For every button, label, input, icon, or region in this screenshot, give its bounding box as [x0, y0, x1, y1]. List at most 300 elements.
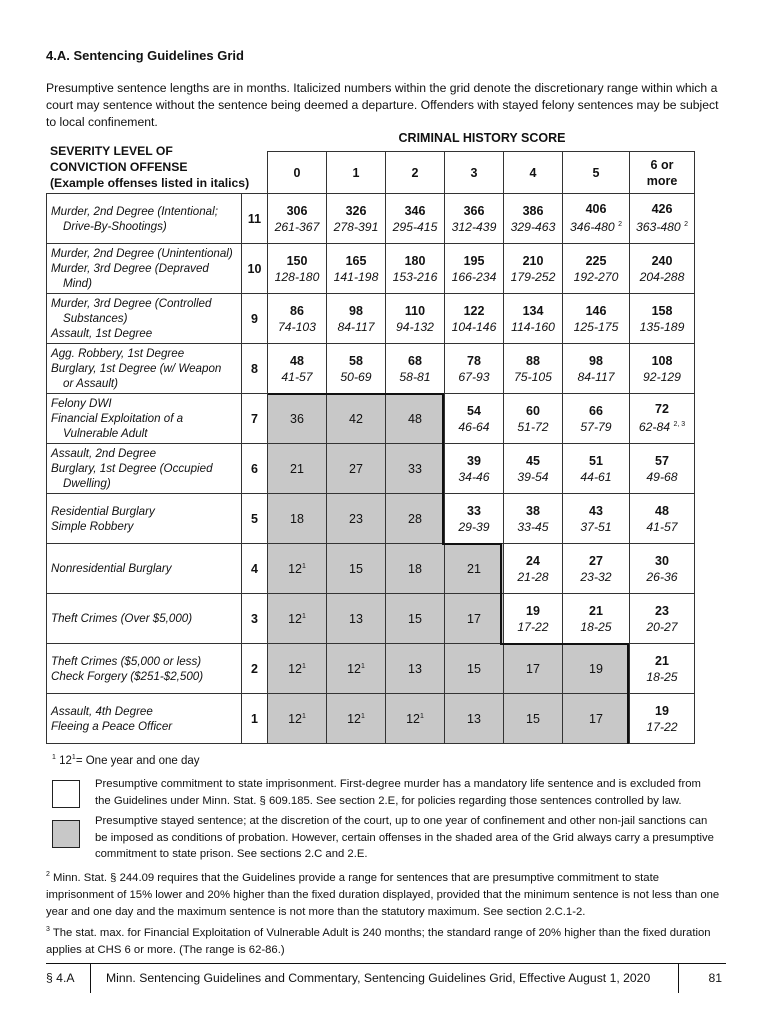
- range-value: 104-146: [451, 319, 497, 334]
- cell-duration: [630, 653, 694, 669]
- cell-range: [386, 319, 444, 335]
- duration-value: 72: [655, 402, 669, 417]
- range-footnote: 2, 3: [673, 421, 686, 429]
- chs-column-header-text: 6 or more: [646, 157, 678, 188]
- range-value: 363-480: [635, 220, 681, 235]
- duration-value: 240: [651, 253, 673, 268]
- grid-cell: [504, 544, 563, 594]
- cell-duration: [327, 461, 385, 477]
- grid-row: [47, 194, 695, 244]
- grid-cell: [386, 544, 445, 594]
- cell-duration: [445, 303, 503, 319]
- duration-value: 326: [345, 203, 367, 218]
- grid-cell: [630, 594, 695, 644]
- cell-range: [563, 269, 629, 285]
- offense-line: Mind): [63, 277, 92, 290]
- grid-cell: [563, 294, 630, 344]
- range-value: 20-27: [646, 619, 678, 634]
- grid-cell: [268, 244, 327, 294]
- cell-range: [445, 519, 503, 535]
- offense-examples: [47, 544, 242, 594]
- range-footnote: 2: [684, 221, 689, 229]
- duration-value: 48: [290, 353, 304, 368]
- cell-duration: [386, 203, 444, 219]
- grid-cell: [268, 194, 327, 244]
- cell-range: [445, 469, 503, 485]
- offense-line: Substances): [63, 312, 128, 325]
- duration-value: 108: [651, 353, 673, 368]
- severity-level: 10: [242, 244, 268, 294]
- grid-cell: [327, 194, 386, 244]
- grid-cell: [386, 594, 445, 644]
- grid-cell: [563, 394, 630, 444]
- range-value: 67-93: [458, 369, 490, 384]
- duration-value: 12: [347, 662, 361, 677]
- offense-line: Check Forgery ($251-$2,500): [51, 669, 204, 683]
- footnote-one: [52, 754, 200, 767]
- grid-cell: [386, 294, 445, 344]
- grid-cell: [268, 444, 327, 494]
- cell-range: [630, 417, 694, 435]
- duration-value: 406: [585, 202, 607, 217]
- grid-cell: [268, 494, 327, 544]
- duration-value: 17: [467, 611, 481, 626]
- cell-range: [504, 619, 562, 635]
- cell-duration: [268, 203, 326, 219]
- footnote-text: = One year and one day: [75, 754, 200, 767]
- grid-cell: [445, 444, 504, 494]
- cell-range: [630, 269, 694, 285]
- offense-line: Murder, 2nd Degree (Intentional;: [51, 204, 218, 218]
- grid-cell: [630, 544, 695, 594]
- duration-value: 38: [526, 503, 540, 518]
- chs-column-header: 0: [268, 152, 327, 194]
- range-value: 135-189: [639, 319, 685, 334]
- duration-value: 39: [467, 453, 481, 468]
- offense-examples: [47, 244, 242, 294]
- cell-duration: [504, 253, 562, 269]
- grid-cell: [327, 644, 386, 694]
- duration-footnote: 1: [361, 663, 365, 671]
- cell-range: [268, 369, 326, 385]
- offense-line: Assault, 1st Degree: [51, 327, 153, 340]
- legend-stayed-swatch: [52, 820, 80, 848]
- grid-cell: [563, 494, 630, 544]
- cell-duration: [563, 453, 629, 469]
- duration-value: 66: [589, 403, 603, 418]
- footer-divider: [678, 964, 679, 993]
- cell-duration: [504, 453, 562, 469]
- offense-line: Murder, 3rd Degree (Controlled: [51, 297, 212, 310]
- duration-value: 98: [589, 353, 603, 368]
- offense-examples: [47, 494, 242, 544]
- range-value: 179-252: [510, 269, 556, 284]
- grid-cell: [630, 244, 695, 294]
- grid-row: [47, 444, 695, 494]
- cell-range: [504, 219, 562, 235]
- duration-value: 21: [655, 653, 669, 668]
- severity-header-line: CONVICTION OFFENSE: [50, 160, 188, 174]
- grid-cell: [445, 344, 504, 394]
- duration-value: 134: [522, 303, 544, 318]
- dispositional-line: [500, 643, 629, 645]
- criminal-history-title: CRIMINAL HISTORY SCORE: [398, 131, 566, 145]
- grid-cell: [504, 394, 563, 444]
- chs-column-header: 2: [386, 152, 445, 194]
- cell-duration: [563, 303, 629, 319]
- range-value: 41-57: [281, 369, 313, 384]
- legend-commitment-swatch: [52, 780, 80, 808]
- grid-cell: [327, 394, 386, 444]
- range-value: 128-180: [274, 269, 320, 284]
- legend-stayed-text: Presumptive stayed sentence; at the discretion of the court, up to one year of confinement and other non-jail sanctions can be imposed as conditions of probation. However, certain offenses in the shaded area of the Grid always carry a presumptive commitment to state prison. See sections 2.C and 2.E.: [95, 815, 714, 860]
- offense-line: Murder, 3rd Degree (Depraved: [51, 262, 209, 275]
- duration-value: 210: [522, 253, 544, 268]
- duration-value: 45: [526, 453, 540, 468]
- range-footnote: 2: [618, 221, 623, 229]
- cell-duration: [268, 609, 326, 627]
- page-title: 4.A. Sentencing Guidelines Grid: [46, 48, 244, 63]
- cell-range: [386, 269, 444, 285]
- duration-value: 346: [404, 203, 426, 218]
- grid-cell: [504, 344, 563, 394]
- range-value: 18-25: [646, 669, 678, 684]
- sentencing-grid: [46, 151, 695, 744]
- dispositional-line: [627, 643, 629, 744]
- grid-cell: [327, 444, 386, 494]
- duration-value: 57: [655, 453, 669, 468]
- range-value: 153-216: [392, 269, 438, 284]
- offense-examples: [47, 344, 242, 394]
- cell-range: [504, 569, 562, 585]
- range-value: 192-270: [573, 269, 619, 284]
- range-value: 312-439: [451, 219, 497, 234]
- cell-range: [563, 369, 629, 385]
- cell-duration: [327, 303, 385, 319]
- duration-value: 165: [345, 253, 367, 268]
- duration-value: 48: [408, 411, 422, 426]
- grid-cell: [563, 644, 630, 694]
- offense-line: Fleeing a Peace Officer: [51, 719, 173, 733]
- duration-value: 146: [585, 303, 607, 318]
- grid-cell: [268, 544, 327, 594]
- cell-range: [563, 419, 629, 435]
- cell-range: [504, 469, 562, 485]
- duration-value: 68: [408, 353, 422, 368]
- range-value: 41-57: [646, 519, 678, 534]
- footer-title: Minn. Sentencing Guidelines and Commentary, Sentencing Guidelines Grid, Effective August 1, 2020: [106, 971, 651, 985]
- duration-value: 48: [655, 503, 669, 518]
- cell-range: [630, 217, 694, 235]
- duration-value: 21: [467, 561, 481, 576]
- duration-value: 15: [467, 661, 481, 676]
- grid-row: [47, 644, 695, 694]
- duration-value: 23: [349, 511, 363, 526]
- cell-duration: [445, 711, 503, 727]
- cell-duration: [327, 203, 385, 219]
- grid-cell: [386, 694, 445, 744]
- offense-line: Drive-By-Shootings): [63, 219, 167, 233]
- cell-duration: [630, 553, 694, 569]
- range-value: 23-32: [580, 569, 612, 584]
- cell-duration: [630, 353, 694, 369]
- grid-cell: [445, 294, 504, 344]
- dispositional-line: [500, 543, 502, 645]
- offense-line: Residential Burglary: [51, 504, 155, 518]
- cell-duration: [386, 561, 444, 577]
- dispositional-line: [442, 393, 444, 544]
- grid-cell: [630, 294, 695, 344]
- duration-value: 60: [526, 403, 540, 418]
- note-two: [46, 866, 726, 921]
- duration-value: 13: [349, 611, 363, 626]
- duration-value: 30: [655, 553, 669, 568]
- cell-range: [504, 369, 562, 385]
- range-value: 26-36: [646, 569, 678, 584]
- cell-duration: [630, 303, 694, 319]
- cell-duration: [563, 403, 629, 419]
- duration-footnote: 1: [302, 613, 306, 621]
- cell-range: [268, 319, 326, 335]
- cell-duration: [445, 503, 503, 519]
- grid-cell: [630, 394, 695, 444]
- chs-column-header: [630, 152, 695, 194]
- intro-paragraph: Presumptive sentence lengths are in months. Italicized numbers within the grid denote the discretionary range within which a court may sentence without the sentence being deemed a departure. Offenders with stayed felony sentences may be subject to local confinement.: [46, 81, 719, 129]
- grid-cell: [630, 644, 695, 694]
- grid-cell: [386, 244, 445, 294]
- cell-duration: [445, 253, 503, 269]
- cell-duration: [386, 461, 444, 477]
- cell-range: [445, 319, 503, 335]
- grid-cell: [327, 344, 386, 394]
- note-mark: 2: [46, 871, 50, 878]
- grid-row: [47, 394, 695, 444]
- duration-value: 19: [655, 703, 669, 718]
- duration-value: 366: [463, 203, 485, 218]
- range-value: 204-288: [639, 269, 685, 284]
- duration-value: 110: [404, 303, 426, 318]
- cell-duration: [386, 611, 444, 627]
- duration-value: 12: [288, 712, 302, 727]
- grid-cell: [563, 594, 630, 644]
- cell-duration: [630, 453, 694, 469]
- severity-level: 8: [242, 344, 268, 394]
- cell-duration: [386, 353, 444, 369]
- cell-duration: [445, 403, 503, 419]
- grid-cell: [386, 444, 445, 494]
- footnote-lead: 12: [59, 754, 72, 767]
- cell-duration: [268, 659, 326, 677]
- duration-footnote: 1: [420, 713, 424, 721]
- cell-duration: [268, 559, 326, 577]
- cell-duration: [563, 253, 629, 269]
- offense-line: Felony DWI: [51, 397, 112, 410]
- cell-duration: [327, 511, 385, 527]
- grid-cell: [327, 494, 386, 544]
- offense-line: Agg. Robbery, 1st Degree: [51, 347, 185, 360]
- range-value: 57-79: [580, 419, 612, 434]
- grid-cell: [563, 194, 630, 244]
- footnote-lead-sup: 1: [71, 754, 76, 761]
- range-value: 18-25: [580, 619, 612, 634]
- cell-duration: [504, 603, 562, 619]
- severity-level: 3: [242, 594, 268, 644]
- grid-cell: [327, 244, 386, 294]
- grid-cell: [327, 594, 386, 644]
- offense-line: or Assault): [63, 377, 118, 390]
- cell-duration: [504, 553, 562, 569]
- range-value: 114-160: [511, 319, 555, 334]
- severity-level: 4: [242, 544, 268, 594]
- grid-cell: [630, 494, 695, 544]
- duration-value: 88: [526, 353, 540, 368]
- duration-value: 27: [349, 461, 363, 476]
- severity-level: 2: [242, 644, 268, 694]
- grid-cell: [504, 494, 563, 544]
- severity-level: 11: [242, 194, 268, 244]
- grid-cell: [445, 594, 504, 644]
- cell-duration: [268, 253, 326, 269]
- cell-range: [445, 219, 503, 235]
- range-value: 62-84: [638, 420, 671, 435]
- grid-row: [47, 344, 695, 394]
- cell-duration: [386, 511, 444, 527]
- cell-range: [327, 269, 385, 285]
- range-value: 125-175: [573, 319, 619, 334]
- cell-duration: [327, 561, 385, 577]
- grid-cell: [268, 294, 327, 344]
- range-value: 329-463: [510, 219, 556, 234]
- chs-column-header: 4: [504, 152, 563, 194]
- cell-range: [563, 619, 629, 635]
- cell-duration: [268, 353, 326, 369]
- cell-duration: [327, 709, 385, 727]
- range-value: 17-22: [517, 619, 549, 634]
- offense-examples: [47, 594, 242, 644]
- duration-value: 19: [526, 603, 540, 618]
- cell-duration: [268, 709, 326, 727]
- cell-duration: [386, 303, 444, 319]
- cell-range: [386, 219, 444, 235]
- grid-cell: [445, 194, 504, 244]
- cell-duration: [630, 603, 694, 619]
- range-value: 94-132: [396, 319, 434, 334]
- cell-range: [630, 569, 694, 585]
- cell-duration: [630, 703, 694, 719]
- duration-value: 17: [589, 711, 603, 726]
- cell-duration: [630, 401, 694, 417]
- offense-examples: [47, 444, 242, 494]
- cell-duration: [445, 611, 503, 627]
- offense-examples: [47, 294, 242, 344]
- duration-value: 86: [290, 303, 304, 318]
- page-number: 81: [708, 971, 722, 985]
- range-value: 51-72: [517, 419, 549, 434]
- offense-examples: [47, 394, 242, 444]
- grid-cell: [327, 544, 386, 594]
- cell-range: [630, 519, 694, 535]
- range-value: 49-68: [646, 469, 678, 484]
- duration-value: 12: [406, 712, 420, 727]
- footer-section: § 4.A: [46, 971, 75, 985]
- severity-header-line: (Example offenses listed in italics): [50, 176, 250, 190]
- cell-range: [563, 319, 629, 335]
- cell-duration: [504, 503, 562, 519]
- range-value: 37-51: [580, 519, 612, 534]
- duration-value: 23: [655, 603, 669, 618]
- cell-duration: [386, 411, 444, 427]
- offense-examples: [47, 194, 242, 244]
- range-value: 44-61: [580, 469, 612, 484]
- cell-range: [563, 217, 629, 235]
- offense-line: Dwelling): [63, 477, 111, 490]
- duration-value: 24: [526, 553, 540, 568]
- dispositional-line: [268, 393, 444, 395]
- duration-value: 21: [290, 461, 304, 476]
- cell-range: [386, 369, 444, 385]
- duration-value: 42: [349, 411, 363, 426]
- offense-line: Vulnerable Adult: [63, 427, 148, 440]
- cell-duration: [386, 661, 444, 677]
- cell-duration: [445, 661, 503, 677]
- cell-duration: [327, 253, 385, 269]
- grid-cell: [386, 394, 445, 444]
- grid-cell: [630, 194, 695, 244]
- range-value: 84-117: [577, 369, 615, 384]
- note-mark: 3: [46, 926, 50, 933]
- duration-value: 426: [651, 202, 673, 217]
- severity-header-line: SEVERITY LEVEL OF: [50, 144, 173, 158]
- cell-duration: [504, 353, 562, 369]
- duration-value: 12: [347, 712, 361, 727]
- range-value: 261-367: [274, 219, 320, 234]
- grid-cell: [327, 694, 386, 744]
- range-value: 21-28: [517, 569, 549, 584]
- cell-duration: [563, 201, 629, 217]
- cell-range: [630, 469, 694, 485]
- cell-range: [630, 619, 694, 635]
- offense-examples: [47, 644, 242, 694]
- duration-value: 12: [288, 562, 302, 577]
- grid-cell: [630, 444, 695, 494]
- range-value: 50-69: [340, 369, 372, 384]
- cell-duration: [630, 503, 694, 519]
- duration-value: 180: [404, 253, 426, 268]
- grid-row: [47, 294, 695, 344]
- range-value: 46-64: [458, 419, 490, 434]
- duration-value: 386: [522, 203, 544, 218]
- grid-cell: [327, 294, 386, 344]
- offense-line: Burglary, 1st Degree (w/ Weapon: [51, 362, 222, 375]
- duration-value: 28: [408, 511, 422, 526]
- duration-value: 19: [589, 661, 603, 676]
- range-value: 92-129: [643, 369, 681, 384]
- cell-duration: [327, 611, 385, 627]
- cell-range: [504, 269, 562, 285]
- grid-cell: [386, 194, 445, 244]
- range-value: 84-117: [337, 319, 375, 334]
- grid-corner: [47, 152, 268, 194]
- grid-cell: [563, 344, 630, 394]
- duration-value: 225: [585, 253, 607, 268]
- severity-level: 5: [242, 494, 268, 544]
- duration-value: 12: [288, 612, 302, 627]
- duration-value: 58: [349, 353, 363, 368]
- cell-range: [563, 569, 629, 585]
- duration-value: 158: [651, 303, 673, 318]
- duration-value: 18: [408, 561, 422, 576]
- cell-duration: [445, 561, 503, 577]
